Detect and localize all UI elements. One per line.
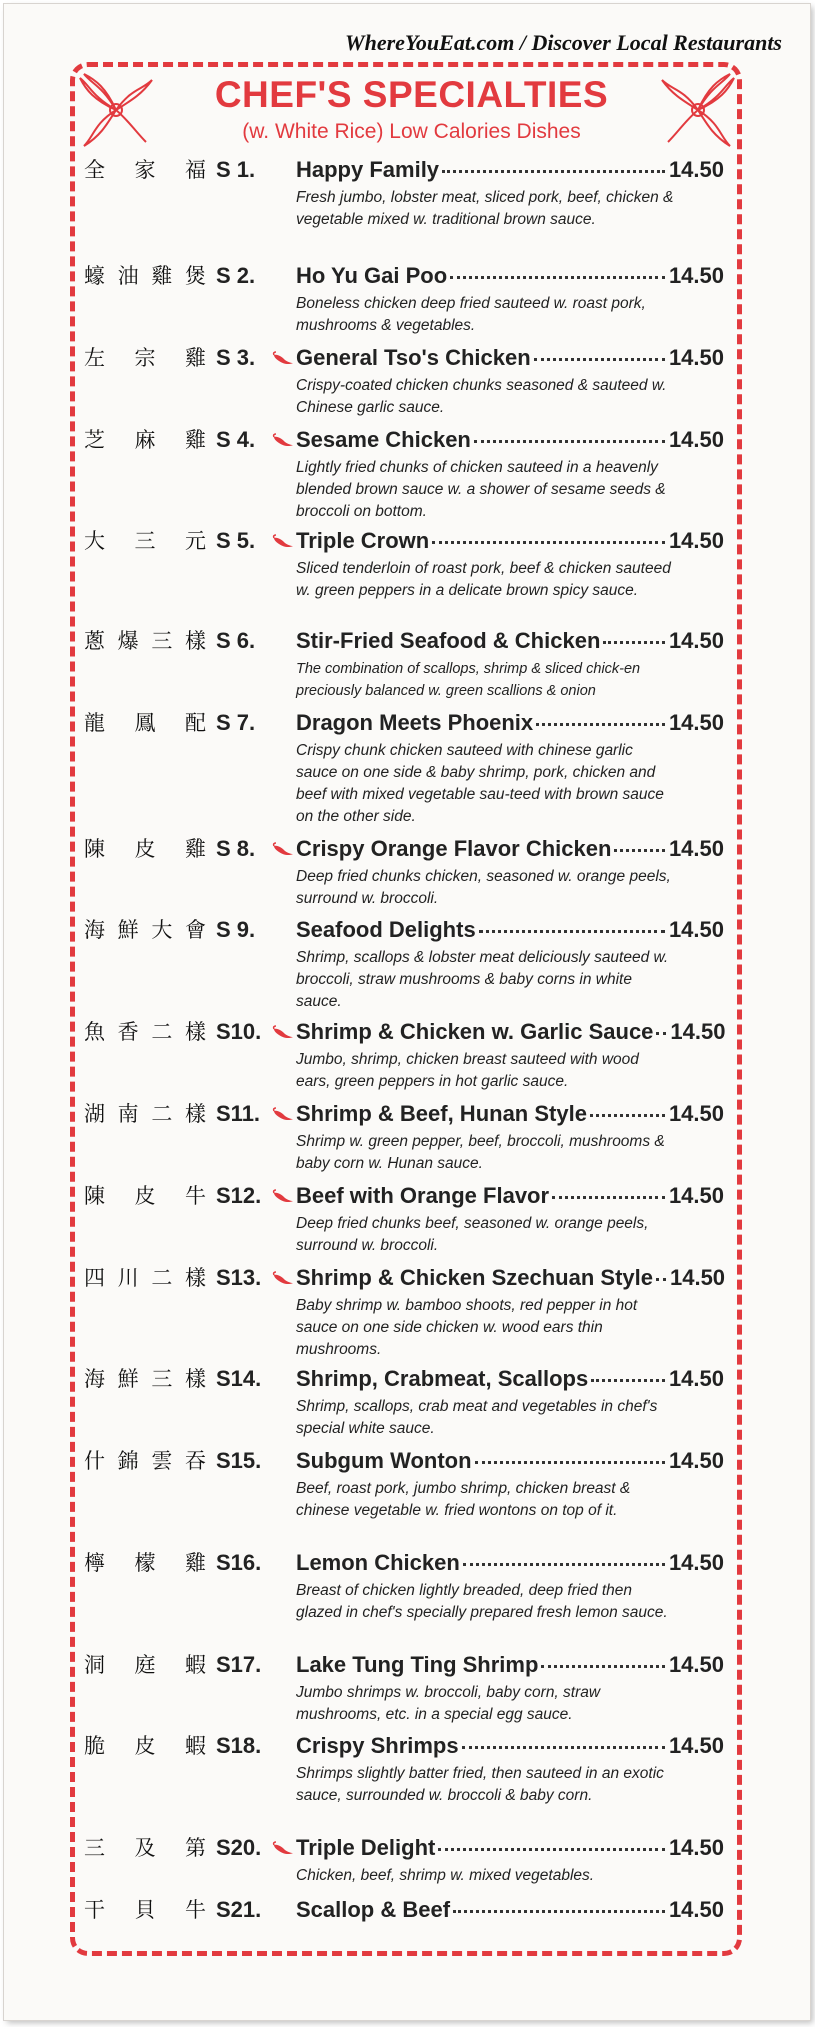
item-name: Shrimp & Beef, Hunan Style	[296, 1101, 587, 1126]
item-price: 14.50	[668, 1733, 724, 1758]
item-name: Seafood Delights	[296, 917, 476, 942]
chili-pepper-icon	[272, 1189, 294, 1203]
item-code: S 3.	[216, 345, 256, 370]
item-price: 14.50	[668, 345, 724, 370]
item-price: 14.50	[668, 1448, 724, 1473]
item-code: S21.	[216, 1897, 262, 1922]
item-chinese-name: 四 川 二 樣	[84, 1266, 206, 1290]
dot-leader	[432, 541, 665, 544]
item-chinese-name: 三 及 第	[84, 1836, 206, 1860]
dot-leader	[536, 723, 665, 726]
item-description: Shrimps slightly batter fried, then sauteed in an exotic sauce, surrounded w. broccoli & baby corn.	[296, 1765, 664, 1804]
item-name: Scallop & Beef	[296, 1897, 451, 1922]
item-code: S17.	[216, 1652, 262, 1677]
dot-leader	[475, 1461, 665, 1464]
item-description: Jumbo, shrimp, chicken breast sauteed with wood ears, green peppers in hot garlic sauce.	[296, 1051, 639, 1090]
dot-leader	[591, 1379, 665, 1382]
item-price: 14.50	[668, 1652, 724, 1677]
item-code: S13.	[216, 1265, 262, 1290]
item-description: Fresh jumbo, lobster meat, sliced pork, beef, chicken & vegetable mixed w. traditional brown sauce.	[296, 189, 674, 228]
chili-pepper-icon	[272, 842, 294, 856]
chili-pepper-icon	[272, 1271, 294, 1285]
item-name: Sesame Chicken	[296, 427, 471, 452]
item-description: Beef, roast pork, jumbo shrimp, chicken breast & chinese vegetable w. fried wontons on top of it.	[296, 1480, 631, 1519]
item-chinese-name: 蔥 爆 三 樣	[84, 629, 206, 653]
item-chinese-name: 蠔 油 雞 煲	[84, 264, 206, 288]
item-description: Shrimp, scallops, crab meat and vegetables in chef's special white sauce.	[296, 1398, 658, 1437]
item-description: Jumbo shrimps w. broccoli, baby corn, straw mushrooms, etc. in a special egg sauce.	[296, 1684, 601, 1723]
dot-leader	[479, 930, 665, 933]
item-code: S15.	[216, 1448, 262, 1473]
item-code: S 4.	[216, 427, 256, 452]
item-name: Crispy Shrimps	[296, 1733, 459, 1758]
item-name: Beef with Orange Flavor	[296, 1183, 550, 1208]
item-name: Lemon Chicken	[296, 1550, 460, 1575]
item-name-row	[296, 345, 724, 371]
item-name-row	[296, 1265, 724, 1291]
item-description: Crispy chunk chicken sauteed with chinese garlic sauce on one side & baby shrimp, pork, chicken and beef with mixed vegetable sau-teed with brown sauce on the other side.	[296, 742, 664, 825]
item-name: Lake Tung Ting Shrimp	[296, 1652, 539, 1677]
dot-leader	[474, 440, 665, 443]
site-header: WhereYouEat.com / Discover Local Restaurants	[345, 30, 782, 55]
item-name: Shrimp & Chicken w. Garlic Sauce	[296, 1019, 654, 1044]
chili-pepper-icon	[272, 1107, 294, 1121]
item-description: Shrimp w. green pepper, beef, broccoli, mushrooms & baby corn w. Hunan sauce.	[296, 1133, 665, 1172]
item-chinese-name: 全 家 福	[84, 158, 206, 182]
item-description: The combination of scallops, shrimp & sliced chick-en preciously balanced w. green scallions & onion	[296, 661, 641, 699]
dot-leader	[603, 641, 665, 644]
item-name: Subgum Wonton	[296, 1448, 472, 1473]
item-name: General Tso's Chicken	[296, 345, 531, 370]
chili-pepper-icon	[272, 351, 294, 365]
item-chinese-name: 脆 皮 蝦	[84, 1734, 206, 1758]
item-code: S 5.	[216, 528, 256, 553]
item-name: Triple Delight	[296, 1835, 436, 1860]
dot-leader	[453, 1910, 665, 1913]
item-price: 14.50	[668, 263, 724, 288]
item-price: 14.50	[668, 1101, 724, 1126]
item-name: Dragon Meets Phoenix	[296, 710, 534, 735]
item-description: Breast of chicken lightly breaded, deep fried then glazed in chef's specially prepared fresh lemon sauce.	[296, 1582, 668, 1621]
item-name-row	[296, 528, 724, 554]
item-name: Happy Family	[296, 157, 440, 182]
item-chinese-name: 陳 皮 雞	[84, 837, 206, 861]
menu-page	[4, 4, 810, 2020]
dot-leader	[541, 1665, 665, 1668]
item-name-row	[296, 1019, 724, 1045]
dot-leader	[656, 1278, 666, 1281]
item-name-row	[296, 836, 724, 862]
menu-subtitle: (w. White Rice) Low Calories Dishes	[242, 120, 581, 143]
item-chinese-name: 檸 檬 雞	[84, 1551, 206, 1575]
item-name: Crispy Orange Flavor Chicken	[296, 836, 612, 861]
item-chinese-name: 龍 鳳 配	[84, 711, 206, 735]
item-code: S20.	[216, 1835, 262, 1860]
item-description: Lightly fried chunks of chicken sauteed in a heavenly blended brown sauce w. a shower of sesame seeds & broccoli on bottom.	[296, 459, 666, 520]
item-price: 14.50	[668, 1835, 724, 1860]
item-price: 14.50	[669, 1265, 726, 1290]
chili-pepper-icon	[272, 1025, 294, 1039]
item-description: Deep fried chunks beef, seasoned w. orange peels, surround w. broccoli.	[296, 1215, 649, 1254]
item-code: S 8.	[216, 836, 256, 861]
menu-title: CHEF'S SPECIALTIES	[214, 74, 609, 115]
dot-leader	[438, 1848, 665, 1851]
item-name-row	[296, 1550, 724, 1576]
item-code: S18.	[216, 1733, 262, 1758]
dot-leader	[442, 170, 665, 173]
item-name-row	[296, 1652, 724, 1678]
item-code: S14.	[216, 1366, 262, 1391]
chili-pepper-icon	[272, 534, 294, 548]
chili-pepper-icon	[272, 433, 294, 447]
item-chinese-name: 洞 庭 蝦	[84, 1653, 206, 1677]
item-name-row	[296, 1835, 724, 1861]
item-code: S 6.	[216, 628, 256, 653]
item-price: 14.50	[668, 628, 724, 653]
item-name-row	[296, 157, 724, 183]
item-name-row	[296, 1101, 724, 1127]
item-code: S 1.	[216, 157, 256, 182]
item-description: Shrimp, scallops & lobster meat deliciously sauteed w. broccoli, straw mushrooms & baby corns in white sauce.	[296, 949, 669, 1010]
item-chinese-name: 魚 香 二 樣	[84, 1020, 206, 1044]
item-description: Baby shrimp w. bamboo shoots, red pepper in hot sauce on one side chicken w. wood ears thin mushrooms.	[296, 1297, 638, 1358]
item-name: Triple Crown	[296, 528, 430, 553]
item-code: S 7.	[216, 710, 256, 735]
item-code: S12.	[216, 1183, 262, 1208]
item-price: 14.50	[668, 157, 724, 182]
item-price: 14.50	[668, 427, 724, 452]
dot-leader	[590, 1114, 665, 1117]
dot-leader	[534, 358, 665, 361]
dot-leader	[450, 276, 665, 279]
item-chinese-name: 海 鮮 三 樣	[84, 1367, 206, 1391]
dot-leader	[552, 1196, 665, 1199]
item-name-row	[296, 263, 724, 289]
item-name: Stir-Fried Seafood & Chicken	[296, 628, 601, 653]
item-description: Deep fried chunks chicken, seasoned w. orange peels, surround w. broccoli.	[296, 868, 671, 907]
item-chinese-name: 湖 南 二 樣	[84, 1102, 206, 1126]
dot-leader	[614, 849, 665, 852]
item-name-row	[296, 1733, 724, 1759]
item-name-row	[296, 1366, 724, 1392]
item-price: 14.50	[668, 917, 724, 942]
item-chinese-name: 芝 麻 雞	[84, 428, 206, 452]
item-chinese-name: 陳 皮 牛	[84, 1184, 206, 1208]
item-name-row	[296, 1448, 724, 1474]
item-name-row	[296, 710, 724, 736]
item-name-row	[296, 1183, 724, 1209]
item-price: 14.50	[668, 1183, 724, 1208]
item-price: 14.50	[670, 1019, 726, 1044]
item-price: 14.50	[668, 528, 724, 553]
item-price: 14.50	[668, 1550, 724, 1575]
item-description: Sliced tenderloin of roast pork, beef & chicken sauteed w. green peppers in a delicate brown spicy sauce.	[296, 560, 671, 599]
item-name: Ho Yu Gai Poo	[296, 263, 448, 288]
item-description: Boneless chicken deep fried sauteed w. roast pork, mushrooms & vegetables.	[296, 295, 646, 334]
item-description: Chicken, beef, shrimp w. mixed vegetables.	[296, 1867, 595, 1884]
item-name: Shrimp & Chicken Szechuan Style	[296, 1265, 653, 1290]
item-code: S16.	[216, 1550, 262, 1575]
chili-pepper-icon	[272, 1841, 294, 1855]
item-name-row	[296, 1897, 724, 1923]
item-description: Crispy-coated chicken chunks seasoned & sauteed w. Chinese garlic sauce.	[296, 377, 667, 416]
item-name-row	[296, 628, 724, 654]
item-price: 14.50	[668, 710, 724, 735]
item-chinese-name: 干 貝 牛	[84, 1898, 206, 1922]
dot-leader	[656, 1032, 666, 1035]
item-name-row	[296, 427, 724, 453]
item-name-row	[296, 917, 724, 943]
item-code: S 2.	[216, 263, 256, 288]
item-chinese-name: 左 宗 雞	[84, 346, 206, 370]
item-price: 14.50	[668, 1897, 724, 1922]
dot-leader	[463, 1563, 665, 1566]
item-code: S11.	[216, 1101, 261, 1126]
item-price: 14.50	[668, 836, 724, 861]
dot-leader	[462, 1746, 665, 1749]
item-name: Shrimp, Crabmeat, Scallops	[296, 1366, 589, 1391]
item-code: S 9.	[216, 917, 256, 942]
item-chinese-name: 大 三 元	[84, 529, 206, 553]
item-chinese-name: 什 錦 雲 吞	[84, 1449, 206, 1473]
item-price: 14.50	[668, 1366, 724, 1391]
item-chinese-name: 海 鮮 大 會	[84, 918, 206, 942]
item-code: S10.	[216, 1019, 262, 1044]
